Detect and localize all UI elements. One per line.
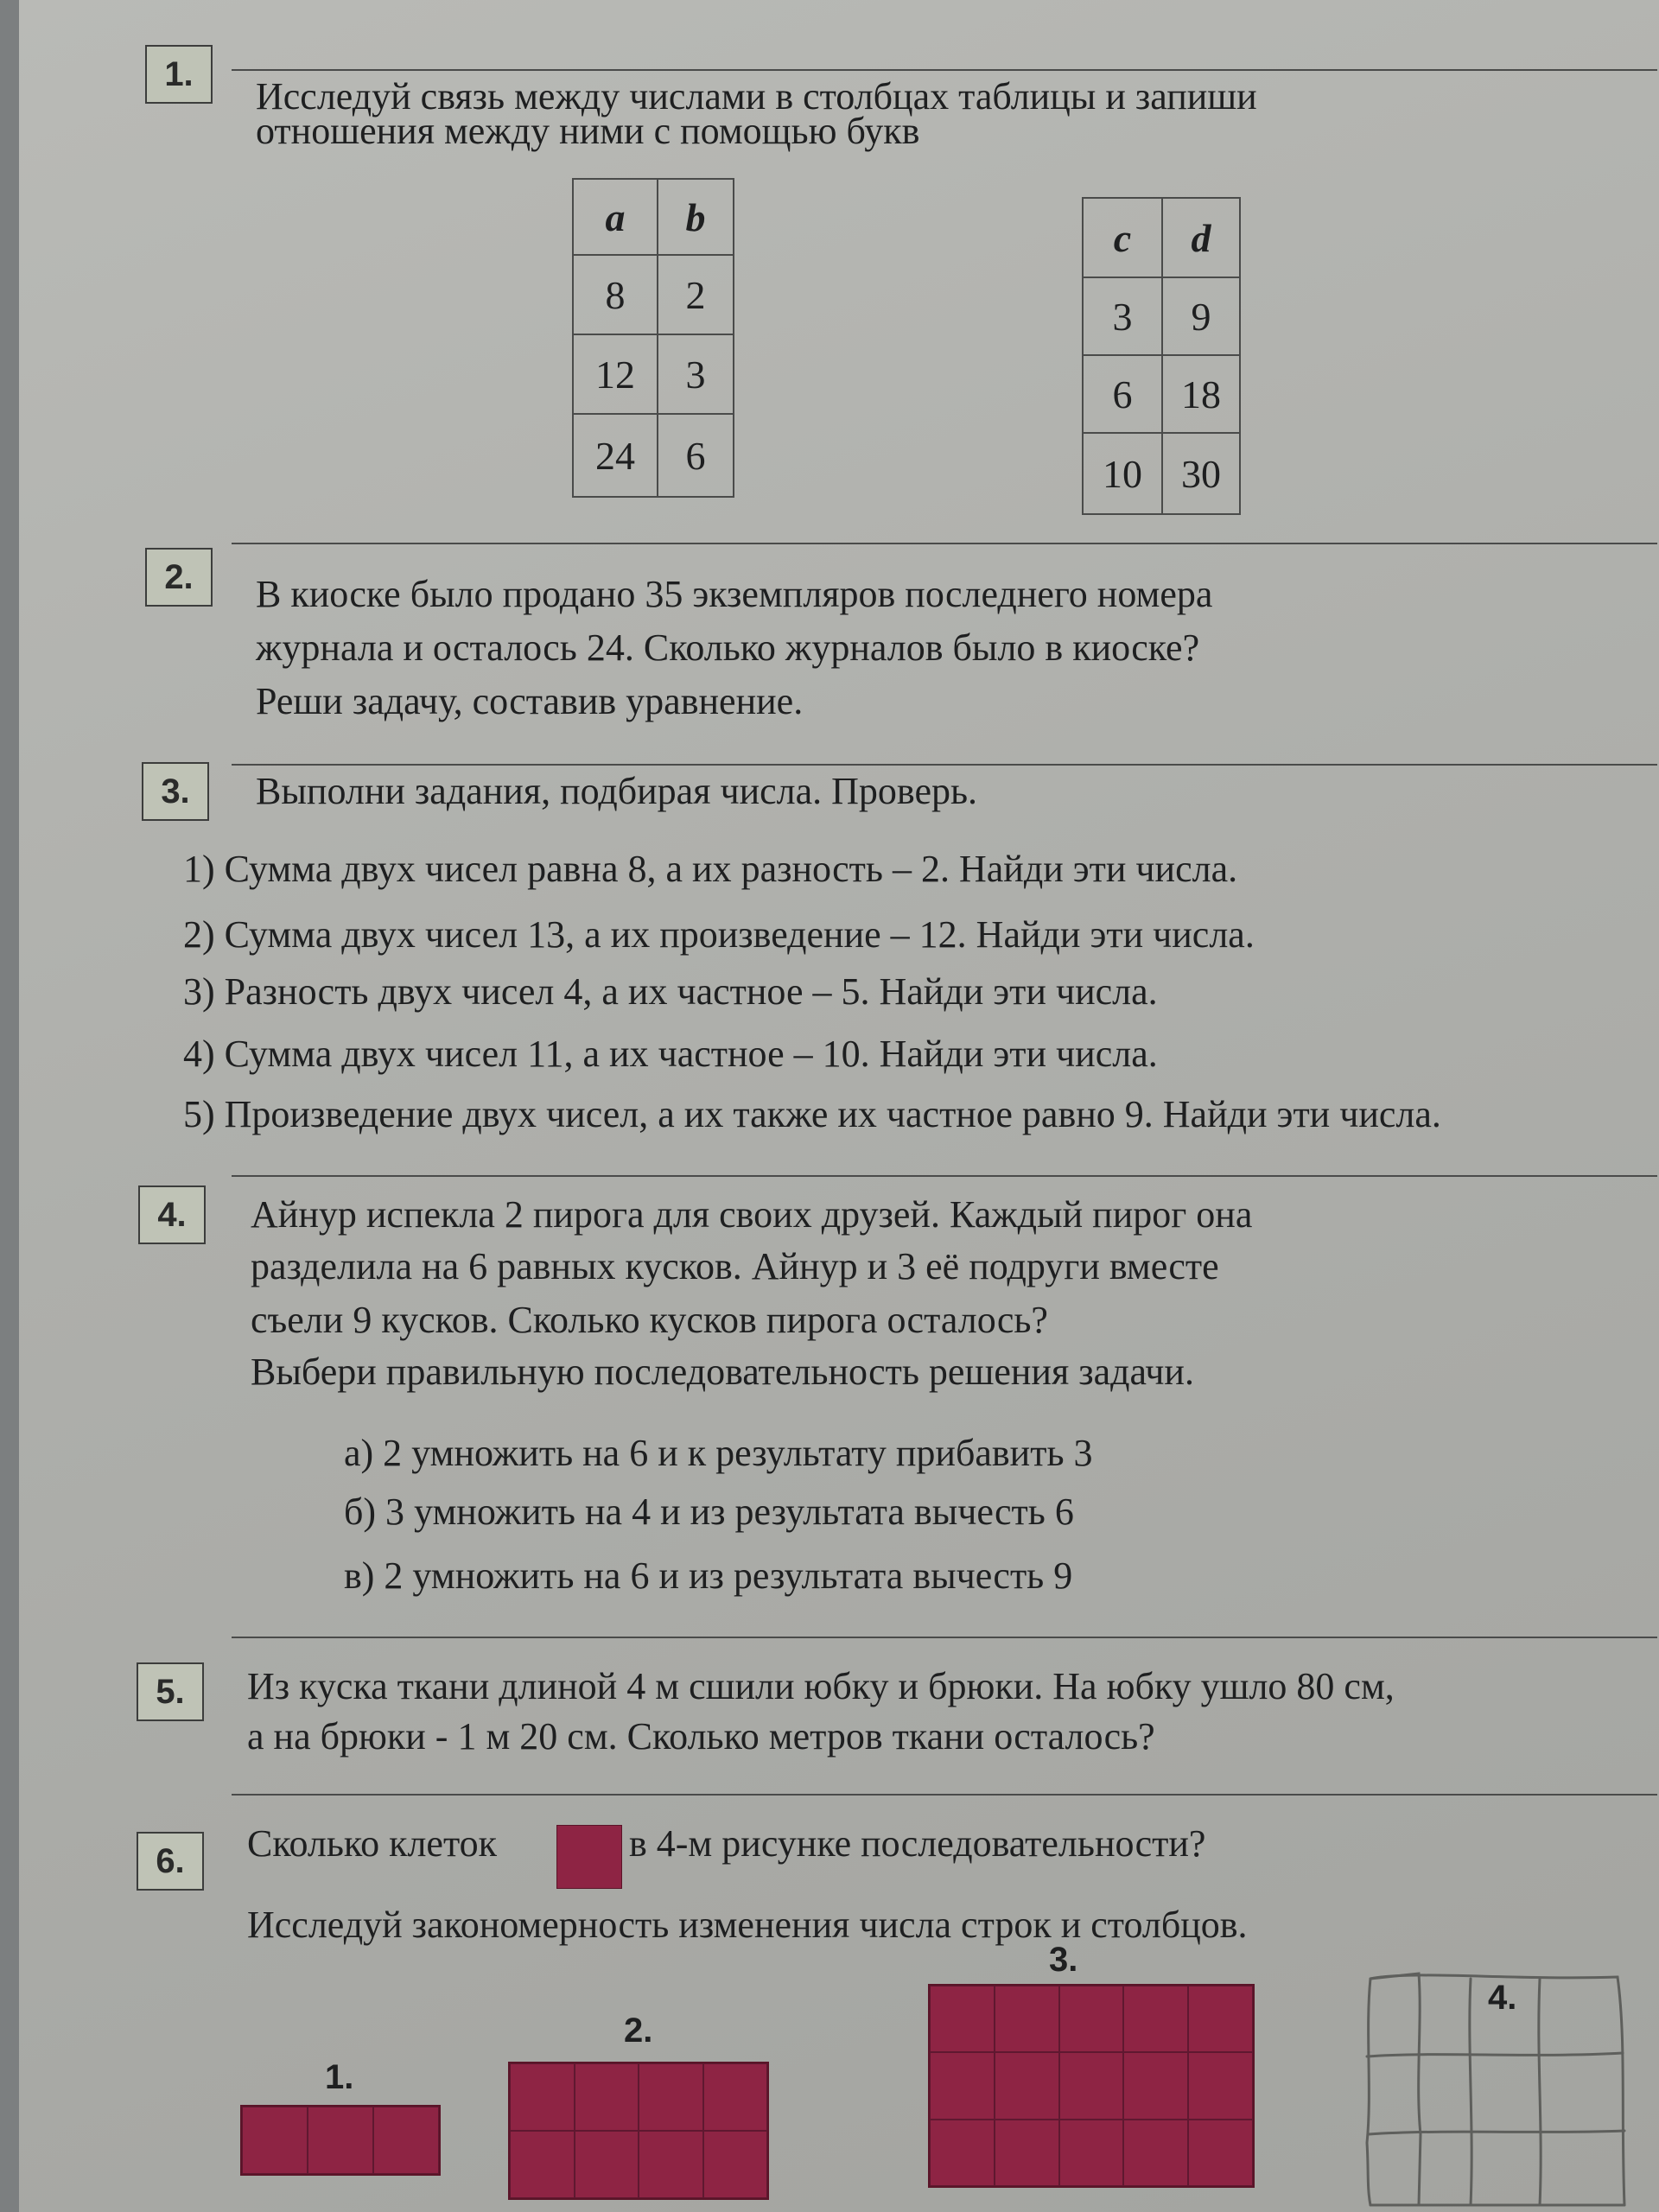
task-5-text-line-1: Из куска ткани длиной 4 м сшили юбку и брюки. На юбку ушло 80 см, [247,1665,1395,1707]
task-3-item-3: 3) Разность двух чисел 4, а их частное – 5. Найди эти числа. [183,970,1158,1013]
grid-cell [1123,2120,1188,2186]
table-cd-cell: 18 [1162,355,1240,433]
table-ab-cell: 2 [658,255,734,334]
task-3-number: 3. [142,762,209,821]
divider [232,69,1657,71]
task-2-text-line-1: В киоске было продано 35 экземпляров последнего номера [256,573,1213,615]
grid-cell [1059,2052,1124,2119]
grid-cell [575,2131,639,2198]
divider [232,1637,1657,1638]
grid-cell [1123,2052,1188,2119]
figure-1-grid [240,2105,441,2176]
table-ab-cell: 12 [573,334,658,414]
task-2-number: 2. [145,548,213,607]
divider [232,543,1657,544]
cell-swatch-icon [556,1825,622,1889]
grid-cell [639,2131,703,2198]
task-6-text-line-1a: Сколько клеток [247,1822,497,1865]
worksheet-page [19,0,1659,2212]
table-cd-header-c: c [1083,198,1162,277]
table-ab-cell: 8 [573,255,658,334]
divider [232,1175,1657,1177]
task-6-number: 6. [137,1832,204,1891]
task-3-item-1: 1) Сумма двух чисел равна 8, а их разность – 2. Найди эти числа. [183,848,1238,890]
task-3-item-4: 4) Сумма двух чисел 11, а их частное – 10. Найди эти числа. [183,1033,1158,1075]
divider [232,1794,1657,1796]
grid-cell [1059,2120,1124,2186]
grid-cell [242,2107,308,2174]
grid-cell [1188,1986,1253,2052]
table-cd-header-d: d [1162,198,1240,277]
table-ab [572,178,734,498]
figure-3-label: 3. [1049,1941,1078,1979]
grid-cell [373,2107,439,2174]
grid-cell [308,2107,373,2174]
task-4-number: 4. [138,1185,206,1244]
task-6-text-line-1b: в 4-м рисунке последовательности? [629,1822,1206,1865]
grid-cell [639,2063,703,2131]
table-cd-cell: 30 [1162,433,1240,514]
task-5-number: 5. [137,1662,204,1721]
task-1-text-line-2: отношения между ними с помощью букв [256,110,920,152]
figure-2-grid [508,2062,769,2200]
task-4-text-line-3: съели 9 кусков. Сколько кусков пирога осталось? [251,1299,1048,1341]
table-ab-header-b: b [658,179,734,255]
task-2-text-line-2: журнала и осталось 24. Сколько журналов было в киоске? [256,626,1200,669]
table-cd-cell: 3 [1083,277,1162,355]
task-1-text-line-1: Исследуй связь между числами в столбцах таблицы и запиши [256,75,1257,118]
grid-cell [930,2120,995,2186]
table-cd-cell: 6 [1083,355,1162,433]
task-3-item-5: 5) Произведение двух чисел, а их также их частное равно 9. Найди эти числа. [183,1093,1441,1135]
grid-cell [995,2120,1059,2186]
figure-1-label: 1. [325,2058,354,2096]
table-cd-cell: 9 [1162,277,1240,355]
grid-cell [995,1986,1059,2052]
grid-cell [930,1986,995,2052]
grid-cell [1059,1986,1124,2052]
task-1-number: 1. [145,45,213,104]
figure-3-grid [928,1984,1255,2188]
task-4-text-line-4: Выбери правильную последовательность решения задачи. [251,1351,1194,1393]
table-cd-cell: 10 [1083,433,1162,514]
divider [232,764,1657,766]
grid-cell [995,2052,1059,2119]
task-4-option-v: в) 2 умножить на 6 и из результата вычесть 9 [344,1554,1073,1597]
task-3-text-line-1: Выполни задания, подбирая числа. Проверь. [256,770,978,812]
table-ab-cell: 6 [658,414,734,497]
grid-cell [703,2131,768,2198]
grid-cell [1123,1986,1188,2052]
task-6-text-line-2: Исследуй закономерность изменения числа строк и столбцов. [247,1904,1248,1946]
grid-cell [930,2052,995,2119]
table-ab-cell: 3 [658,334,734,414]
figure-4-sketch [1341,1961,1652,2212]
table-ab-cell: 24 [573,414,658,497]
figure-2-label: 2. [624,2012,653,2050]
task-4-option-a: а) 2 умножить на 6 и к результату прибавить 3 [344,1432,1093,1474]
task-3-item-2: 2) Сумма двух чисел 13, а их произведение – 12. Найди эти числа. [183,913,1255,956]
task-2-text-line-3: Реши задачу, составив уравнение. [256,680,804,722]
task-5-text-line-2: а на брюки - 1 м 20 см. Сколько метров ткани осталось? [247,1715,1155,1758]
task-4-option-b: б) 3 умножить на 4 и из результата вычесть 6 [344,1491,1074,1533]
figure-4-label: 4. [1488,1979,1517,2017]
grid-cell [575,2063,639,2131]
table-cd [1082,197,1241,515]
task-4-text-line-2: разделила на 6 равных кусков. Айнур и 3 её подруги вместе [251,1245,1219,1287]
grid-cell [510,2063,575,2131]
task-4-text-line-1: Айнур испекла 2 пирога для своих друзей. Каждый пирог она [251,1193,1253,1236]
grid-cell [510,2131,575,2198]
grid-cell [703,2063,768,2131]
table-ab-header-a: a [573,179,658,255]
grid-cell [1188,2052,1253,2119]
grid-cell [1188,2120,1253,2186]
